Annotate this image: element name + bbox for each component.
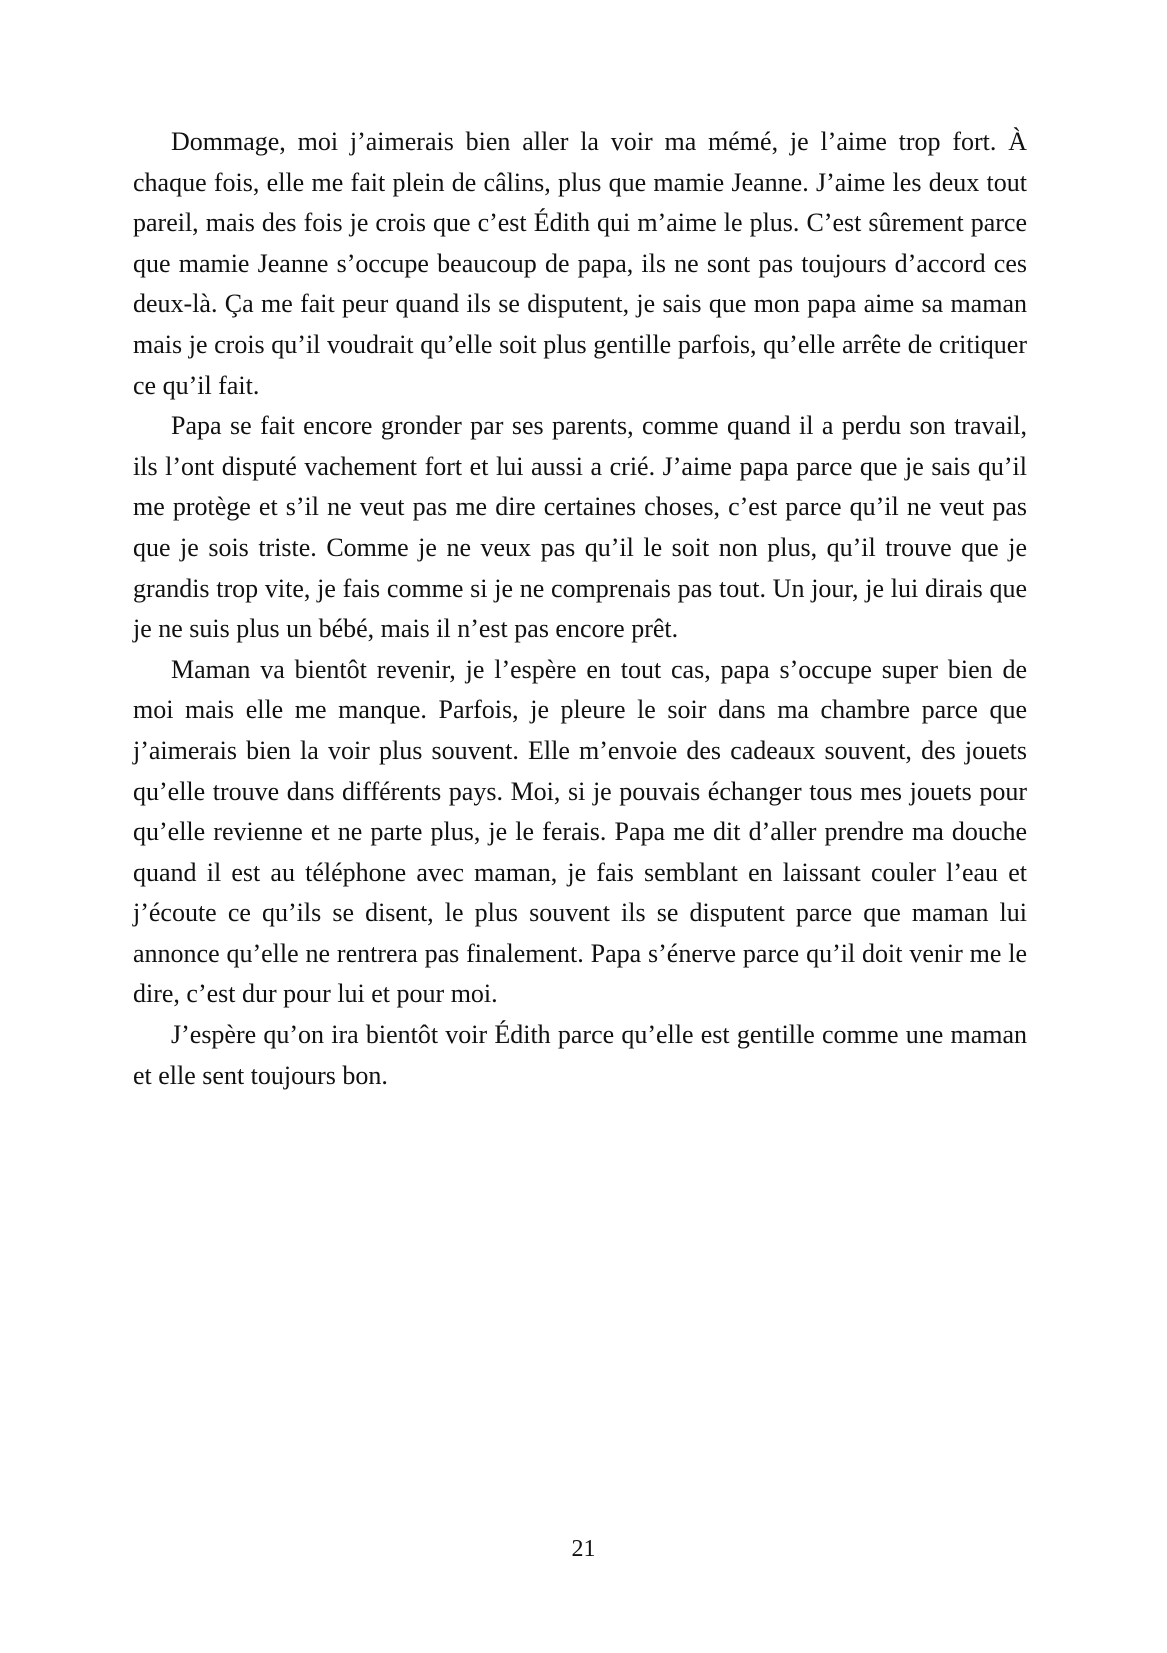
- paragraph-4: J’espère qu’on ira bientôt voir Édith parce qu’elle est gentille comme une maman et elle sent toujours bon.: [133, 1020, 1027, 1090]
- paragraph-3: Maman va bientôt revenir, je l’espère en tout cas, papa s’occupe super bien de moi mais elle me manque. Parfois, je pleure le soir dans ma chambre parce que j’aimerais bien la voir plus souvent. Elle m’envoie des cadeaux souvent, des jouets qu’elle trouve dans différents pays. Moi, si je pouvais échanger tous mes jouets pour qu’elle revienne et ne parte plus, je le ferais. Papa me dit d’aller prendre ma douche quand il est au téléphone avec maman, je fais semblant en laissant couler l’eau et j’écoute ce qu’ils se disent, le plus souvent ils se disputent parce que maman lui annonce qu’elle ne rentrera pas finalement. Papa s’énerve parce qu’il doit venir me le dire, c’est dur pour lui et pour moi.: [133, 654, 1027, 1009]
- paragraph-1: Dommage, moi j’aimerais bien aller la voir ma mémé, je l’aime trop fort. À chaque fois, elle me fait plein de câlins, plus que mamie Jeanne. J’aime les deux tout pareil, mais des fois je crois que c’est Édith qui m’aime le plus. C’est sûrement parce que mamie Jeanne s’occupe beaucoup de papa, ils ne sont pas toujours d’accord ces deux-là. Ça me fait peur quand ils se disputent, je sais que mon papa aime sa maman mais je crois qu’il voudrait qu’elle soit plus gentille parfois, qu’elle arrête de critiquer ce qu’il fait.: [133, 127, 1027, 400]
- body-text: [133, 122, 1027, 1096]
- page-number: 21: [571, 1536, 596, 1562]
- paragraph-2: Papa se fait encore gronder par ses parents, comme quand il a perdu son travail, ils l’ont disputé vachement fort et lui aussi a crié. J’aime papa parce que je sais qu’il me protège et s’il ne veut pas me dire certaines choses, c’est parce qu’il ne veut pas que je sois triste. Comme je ne veux pas qu’il le soit non plus, qu’il trouve que je grandis trop vite, je fais comme si je ne comprenais pas tout. Un jour, je lui dirais que je ne suis plus un bébé, mais il n’est pas encore prêt.: [133, 411, 1027, 644]
